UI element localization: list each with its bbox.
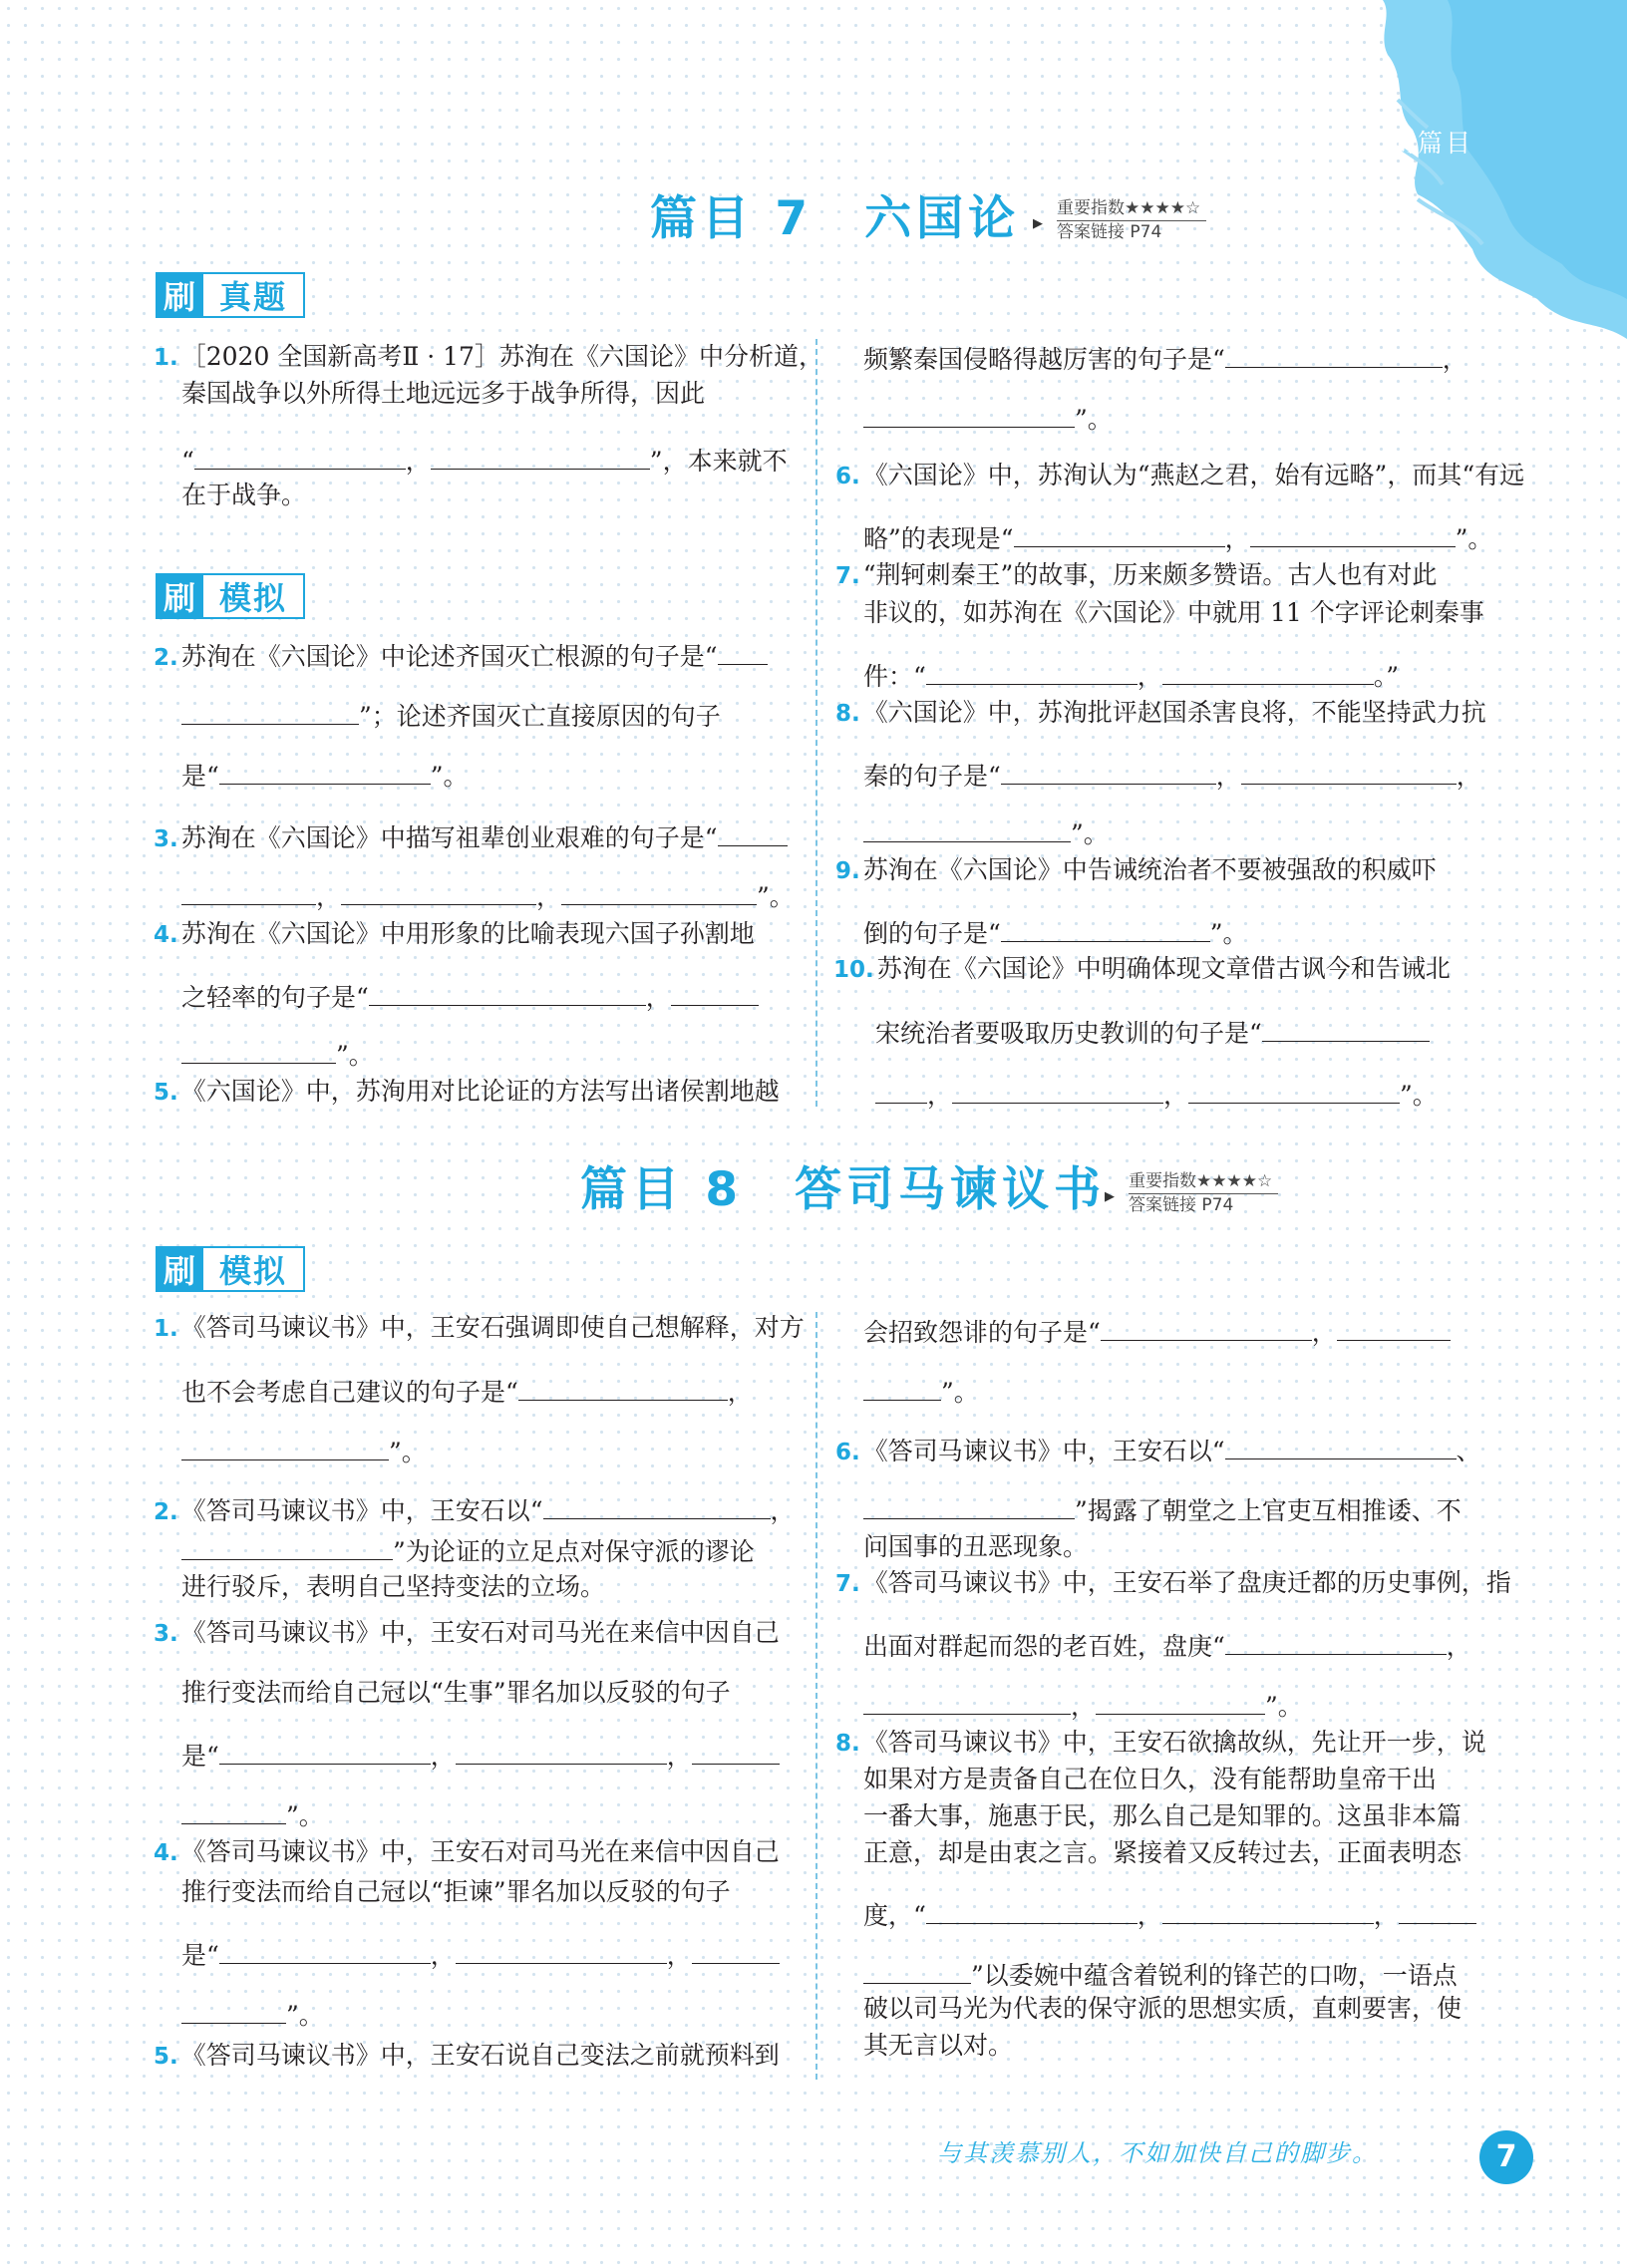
text: 频繁秦国侵略得越厉害的句子是“ — [863, 345, 1225, 374]
text: 之轻率的句子是“ — [181, 983, 369, 1012]
section-meta — [1105, 1170, 1278, 1217]
question-number: 3. — [154, 826, 178, 852]
text: ， — [1163, 1081, 1189, 1110]
answer-blank[interactable] — [219, 1738, 431, 1765]
answer-blank[interactable] — [181, 1434, 389, 1460]
answer-blank[interactable] — [1225, 1433, 1457, 1459]
text: ”。 — [336, 1041, 374, 1070]
importance-rating: 重要指数★★★★☆ — [1057, 197, 1206, 221]
text: 倒的句子是“ — [863, 919, 1001, 948]
question-6 — [835, 1433, 1481, 1467]
question-text: 苏洵在《六国论》中明确体现文章借古讽今和告诫北 — [876, 954, 1451, 983]
question-3-line — [181, 1797, 324, 1831]
text: ， — [727, 1378, 753, 1407]
answer-blank[interactable] — [181, 1037, 336, 1064]
question-7-line — [863, 658, 1399, 692]
answer-blank[interactable] — [863, 1957, 971, 1984]
question-number: 10. — [833, 957, 874, 983]
question-number: 5. — [154, 2044, 178, 2070]
answer-blank[interactable] — [181, 1797, 286, 1824]
answer-blank[interactable] — [1225, 1628, 1447, 1655]
badge-char: 刷 — [156, 573, 203, 619]
text: ， — [1137, 662, 1162, 691]
column-divider — [815, 339, 817, 1107]
question-8-line: 其无言以对。 — [863, 2031, 1014, 2060]
text: ， — [927, 1081, 953, 1110]
answer-blank[interactable] — [1162, 1897, 1374, 1924]
answer-blank[interactable] — [863, 1374, 941, 1401]
text: ”；论述齐国灭亡直接原因的句子 — [359, 702, 721, 731]
question-8-line — [863, 1897, 1476, 1931]
question-9-line — [863, 915, 1248, 949]
question-8-line: 正意，却是由衷之言。紧接着又反转过去，正面表明态 — [863, 1838, 1463, 1867]
question-text: 《答司马谏议书》中，王安石对司马光在来信中因自己 — [180, 1837, 780, 1866]
answer-blank[interactable] — [543, 1492, 771, 1519]
question-8-line — [863, 815, 1109, 849]
question-text: 《答司马谏议书》中，王安石以“ — [862, 1437, 1225, 1465]
answer-blank[interactable] — [1262, 1015, 1430, 1042]
question-8-line: 一番大事，施惠于民，那么自己是知罪的。这虽非本篇 — [863, 1801, 1463, 1830]
question-number: 7. — [835, 1571, 860, 1597]
text: ”。 — [430, 762, 469, 791]
question-5 — [154, 1077, 780, 1108]
text: ， — [1071, 1692, 1097, 1721]
text: ”。 — [1209, 919, 1248, 948]
question-5-line — [863, 1374, 979, 1408]
question-4-line — [181, 1037, 374, 1071]
badge-word: 真题 — [203, 272, 305, 318]
answer-blank[interactable] — [1250, 520, 1456, 547]
text: 是“ — [181, 1742, 219, 1771]
question-6-line — [863, 520, 1492, 554]
answer-blank[interactable] — [181, 698, 359, 725]
question-1-line — [181, 443, 788, 477]
question-5 — [154, 2041, 780, 2072]
question-4-line — [181, 979, 759, 1013]
triangle-icon: ▶ — [1105, 1189, 1115, 1204]
answer-blank[interactable] — [692, 1937, 780, 1964]
text: ， — [666, 1941, 692, 1970]
answer-blank[interactable] — [1001, 758, 1216, 785]
question-number: 5. — [154, 1080, 178, 1106]
question-8-line — [863, 1957, 1458, 1991]
question-6-line: 问国事的丑恶现象。 — [863, 1532, 1089, 1561]
answer-blank[interactable] — [456, 1738, 667, 1765]
text: ， — [770, 1496, 796, 1525]
section-title: 篇目 7 六国论 — [650, 191, 1021, 246]
question-6 — [835, 461, 1524, 491]
text: ， — [1456, 762, 1481, 791]
importance-rating: 重要指数★★★★☆ — [1129, 1170, 1278, 1194]
text: ”。 — [941, 1378, 979, 1407]
corner-tab-label: 刷篇目 — [1389, 129, 1473, 158]
question-1 — [154, 1313, 805, 1344]
text: ， — [1311, 1318, 1337, 1347]
answer-blank[interactable] — [341, 878, 536, 905]
question-3 — [154, 1618, 780, 1649]
text: ， — [430, 1742, 456, 1771]
question-4-line: 推行变法而给自己冠以“拒谏”罪名加以反驳的句子 — [181, 1877, 731, 1906]
section-meta — [1033, 197, 1206, 244]
text: 秦的句子是“ — [863, 762, 1001, 791]
answer-blank[interactable] — [181, 1997, 286, 2024]
answer-blank[interactable] — [456, 1937, 667, 1964]
question-number: 8. — [835, 701, 860, 727]
question-text: 苏洵在《六国论》中用形象的比喻表现六国子孙割地 — [180, 919, 755, 948]
text: ， — [405, 447, 431, 476]
question-2-line — [181, 1533, 755, 1567]
answer-blank[interactable] — [863, 1688, 1071, 1715]
question-3-line: 推行变法而给自己冠以“生事”罪名加以反驳的句子 — [181, 1678, 731, 1707]
answer-blank[interactable] — [863, 401, 1075, 428]
text: ， — [1137, 1901, 1162, 1930]
answer-blank[interactable] — [1399, 1897, 1476, 1924]
text: ， — [1373, 1901, 1399, 1930]
question-text: 苏洵在《六国论》中论述齐国灭亡根源的句子是“ — [180, 642, 718, 671]
answer-blank[interactable] — [1162, 658, 1374, 685]
text: ”。 — [389, 1438, 427, 1466]
question-number: 6. — [835, 1440, 860, 1465]
question-number: 2. — [154, 1499, 178, 1525]
text: ， — [645, 983, 671, 1012]
answer-blank[interactable] — [671, 979, 759, 1006]
answer-blank[interactable] — [369, 979, 646, 1006]
question-7 — [835, 1568, 1511, 1599]
answer-blank[interactable] — [952, 1077, 1163, 1104]
answer-blank[interactable] — [1188, 1077, 1400, 1104]
question-8 — [835, 698, 1486, 729]
question-text: 苏洵在《六国论》中告诫统治者不要被强敌的积威吓 — [862, 855, 1437, 884]
question-10 — [833, 954, 1451, 985]
question-text: 《答司马谏议书》中，王安石对司马光在来信中因自己 — [180, 1618, 780, 1647]
answer-blank[interactable] — [1001, 915, 1210, 942]
question-1-line: 在于战争。 — [181, 481, 307, 509]
question-text: 苏洵在《六国论》中描写祖辈创业艰难的句子是“ — [180, 823, 718, 852]
question-5-line — [863, 341, 1467, 375]
text: 、 — [1456, 1437, 1481, 1465]
question-2-line — [181, 698, 721, 732]
question-4 — [154, 919, 755, 950]
text: 也不会考虑自己建议的句子是“ — [181, 1378, 518, 1407]
answer-blank[interactable] — [1225, 341, 1443, 368]
question-8-line: 破以司马光为代表的保守派的思想实质，直刺要害，使 — [863, 1994, 1463, 2023]
question-number: 2. — [154, 645, 178, 671]
footer-motto: 与其羡慕别人，不如加快自己的脚步。 — [937, 2139, 1378, 2167]
answer-blank[interactable] — [181, 1533, 393, 1560]
text: ， — [1442, 345, 1467, 374]
question-text: 《六国论》中，苏洵批评赵国杀害良将，不能坚持武力抗 — [862, 698, 1486, 727]
badge-char: 刷 — [156, 272, 203, 318]
question-7 — [835, 560, 1437, 591]
question-4-line — [181, 1997, 324, 2031]
text: 度，“ — [863, 1901, 926, 1930]
question-number: 7. — [835, 563, 860, 589]
text: 件：“ — [863, 662, 926, 691]
text: ”。 — [1265, 1692, 1303, 1721]
text: ”，本来就不 — [649, 447, 788, 476]
text: 会招致怨诽的句子是“ — [863, 1318, 1101, 1347]
text: ”。 — [757, 882, 795, 911]
badge-char: 刷 — [156, 1246, 203, 1292]
question-number: 3. — [154, 1621, 178, 1647]
text: 是“ — [181, 762, 219, 791]
question-5-line — [863, 1314, 1451, 1348]
question-text: 《六国论》中，苏洵用对比论证的方法写出诸侯割地越 — [180, 1077, 780, 1106]
answer-blank[interactable] — [926, 658, 1138, 685]
question-3-line — [181, 878, 795, 912]
answer-blank[interactable] — [1101, 1314, 1312, 1341]
text: ， — [1224, 524, 1250, 553]
page-number: 7 — [1479, 2130, 1533, 2184]
question-2-line: 进行驳斥，表明自己坚持变法的立场。 — [181, 1572, 606, 1601]
question-1-line — [181, 1434, 427, 1467]
answer-blank[interactable] — [875, 1077, 927, 1104]
question-6-line — [863, 1492, 1462, 1526]
text: 宋统治者要吸取历史教训的句子是“ — [875, 1019, 1262, 1048]
question-7-line: 非议的，如苏洵在《六国论》中就用 11 个字评论刺秦事 — [863, 598, 1484, 627]
answer-blank[interactable] — [219, 758, 431, 785]
question-8 — [835, 1728, 1486, 1759]
question-text: 《答司马谏议书》中，王安石以“ — [180, 1496, 543, 1525]
answer-blank[interactable] — [1241, 758, 1457, 785]
text: “ — [181, 447, 194, 476]
answer-blank[interactable] — [561, 878, 757, 905]
text: ”揭露了朝堂之上官吏互相推诿、不 — [1075, 1496, 1462, 1525]
question-text: 《答司马谏议书》中，王安石强调即使自己想解释，对方 — [180, 1313, 805, 1342]
question-2 — [154, 1492, 796, 1527]
answer-blank[interactable] — [692, 1738, 780, 1765]
question-9 — [835, 855, 1437, 886]
question-8-line: 如果对方是责备自己在位日久，没有能帮助皇帝干出 — [863, 1765, 1438, 1793]
badge-word: 模拟 — [203, 1246, 305, 1292]
badge-moni — [156, 1246, 305, 1292]
answer-blank[interactable] — [718, 819, 788, 846]
question-2-line — [181, 758, 469, 792]
question-7-line — [863, 1628, 1471, 1662]
question-1-line: 秦国战争以外所得土地远远多于战争所得，因此 — [181, 379, 706, 408]
text: ， — [666, 1742, 692, 1771]
text: ”。 — [286, 1801, 324, 1830]
text: ， — [536, 882, 562, 911]
text: ”。 — [1071, 819, 1109, 848]
text: ， — [1446, 1632, 1471, 1661]
question-number: 1. — [154, 1316, 178, 1342]
answer-blank[interactable] — [518, 1374, 728, 1401]
question-1 — [154, 342, 823, 373]
question-4-line — [181, 1937, 780, 1971]
question-3 — [154, 819, 788, 854]
question-10-line — [875, 1015, 1430, 1049]
question-3-line — [181, 1738, 780, 1772]
question-text: 《答司马谏议书》中，王安石举了盘庚迁都的历史事例，指 — [862, 1568, 1511, 1597]
triangle-icon: ▶ — [1033, 216, 1043, 231]
text: ”。 — [286, 2001, 324, 2030]
text: 出面对群起而怨的老百姓，盘庚“ — [863, 1632, 1225, 1661]
question-number: 8. — [835, 1731, 860, 1757]
question-5-line — [863, 401, 1113, 435]
answer-blank[interactable] — [863, 815, 1071, 842]
question-text: 《答司马谏议书》中，王安石说自己变法之前就预料到 — [180, 2041, 780, 2070]
text: ”以委婉中蕴含着锐利的锋芒的口吻，一语点 — [971, 1961, 1458, 1990]
text: 是“ — [181, 1941, 219, 1970]
question-text: “荆轲刺秦王”的故事，历来颇多赞语。古人也有对此 — [862, 560, 1438, 589]
question-4 — [154, 1837, 780, 1868]
question-number: 4. — [154, 922, 178, 948]
answer-blank[interactable] — [181, 878, 316, 905]
text: ”为论证的立足点对保守派的谬论 — [393, 1537, 755, 1566]
question-10-line — [875, 1077, 1438, 1111]
text: 略”的表现是“ — [863, 524, 1014, 553]
badge-moni — [156, 573, 305, 619]
text: ”。 — [1400, 1081, 1438, 1110]
answer-blank[interactable] — [1014, 520, 1225, 547]
question-text: ［2020 全国新高考Ⅱ · 17］苏洵在《六国论》中分析道， — [180, 342, 823, 371]
question-number: 1. — [154, 345, 178, 371]
answer-blank[interactable] — [219, 1937, 431, 1964]
badge-word: 模拟 — [203, 573, 305, 619]
question-1-line — [181, 1374, 753, 1408]
badge-zhenti — [156, 272, 305, 318]
answer-blank[interactable] — [1096, 1688, 1265, 1715]
answer-blank[interactable] — [863, 1492, 1075, 1519]
answer-blank[interactable] — [1337, 1314, 1451, 1341]
question-8-line — [863, 758, 1481, 792]
text: ， — [316, 882, 342, 911]
question-number: 6. — [835, 464, 860, 489]
column-divider — [815, 1312, 817, 2080]
text: ”。 — [1075, 405, 1113, 434]
answer-blank[interactable] — [194, 443, 406, 470]
question-text: 《答司马谏议书》中，王安石欲擒故纵，先让开一步，说 — [862, 1728, 1486, 1757]
text: ， — [430, 1941, 456, 1970]
question-7-line — [863, 1688, 1303, 1722]
question-number: 9. — [835, 858, 860, 884]
answer-blank[interactable] — [431, 443, 650, 470]
text: ， — [1215, 762, 1241, 791]
question-2 — [154, 638, 768, 673]
answer-blank[interactable] — [718, 638, 768, 665]
text: 。” — [1373, 662, 1400, 691]
section-title: 篇目 8 答司马谏议书 — [580, 1162, 1107, 1217]
answer-blank[interactable] — [926, 1897, 1138, 1924]
answer-link: 答案链接 P74 — [1129, 1195, 1234, 1215]
corner-brush-decoration — [1268, 0, 1627, 339]
answer-link: 答案链接 P74 — [1057, 222, 1162, 242]
question-number: 4. — [154, 1840, 178, 1866]
text: ”。 — [1455, 524, 1493, 553]
question-text: 《六国论》中，苏洵认为“燕赵之君，始有远略”，而其“有远 — [862, 461, 1525, 489]
